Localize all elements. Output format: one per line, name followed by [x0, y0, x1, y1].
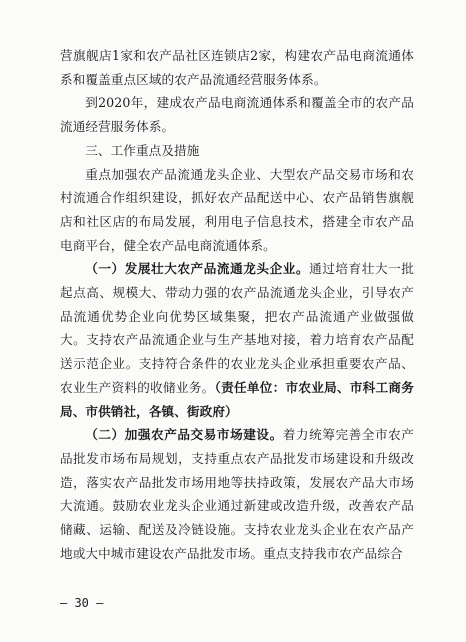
item1-body: 通过培育壮大一批起点高、规模大、带动力强的农产品流通龙头企业，引导农产品流通优势企业向优势区域集聚，把农产品流通产业做强做大。支持农产品流通企业与生产基地对接，着力培育农产品配送示范企业。支持符合条件的农业龙头企业承担重要农产品、农业生产资料的收储业务。	[60, 261, 414, 395]
item2-title: （二）加强农产品交易市场建设。	[85, 427, 283, 443]
item1-title: （一）发展壮大农产品流通龙头企业。	[85, 261, 310, 277]
item1-responsibility: （责任单位：市农业局、市科工商务局、市供销社，各镇、街政府）	[60, 379, 414, 419]
document-body	[60, 44, 414, 565]
item2-paragraph	[60, 423, 414, 565]
section-heading: 三、工作重点及措施	[85, 142, 200, 158]
continuation-paragraph: 营旗舰店1家和农产品社区连锁店2家，构建农产品电商流通体系和覆盖重点区域的农产品流通经营服务体系。	[60, 48, 414, 87]
section-intro-paragraph: 重点加强农产品流通龙头企业、大型农产品交易市场和农村流通合作组织建设，抓好农产品配送中心、农产品销售旗舰店和社区店的布局发展，利用电子信息技术，搭建全市农产品电商平台，健全农产品电商流通体系。	[60, 166, 414, 253]
page-number: — 30 —	[60, 596, 104, 610]
item2-body: 着力统筹完善全市农产品批发市场布局规划，支持重点农产品批发市场建设和升级改造，落实农产品批发市场用地等扶持政策，发展农产品大市场大流通。鼓励农业龙头企业通过新建或改造升级，改善农产品储藏、运输、配送及冷链设施。支持农业龙头企业在农产品产地或大中城市建设农产品批发市场。重点支持我市农产品综合	[60, 427, 415, 561]
item1-paragraph	[60, 257, 414, 423]
target-2020-paragraph: 到2020年，建成农产品电商流通体系和覆盖全市的农产品流通经营服务体系。	[60, 95, 414, 135]
